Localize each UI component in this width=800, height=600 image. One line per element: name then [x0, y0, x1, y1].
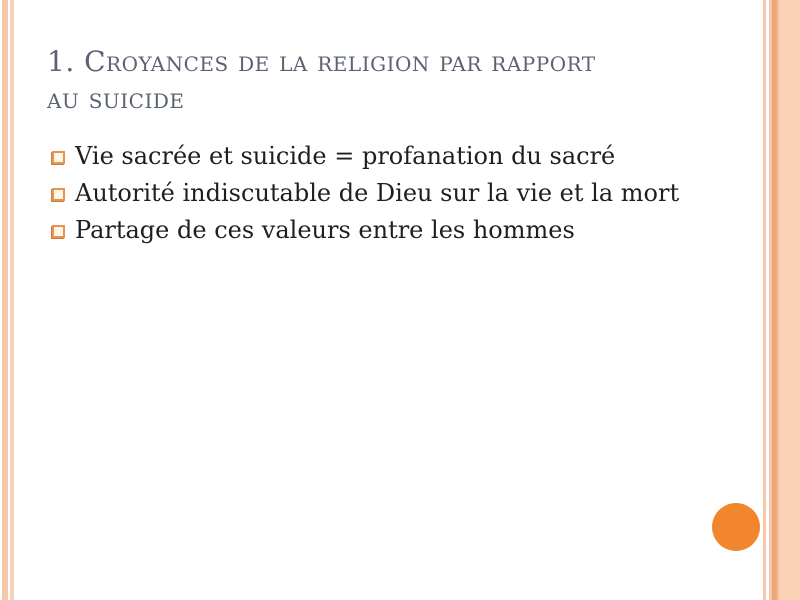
slide-title: 1. Croyances de la religion par rapport au suicide: [47, 45, 596, 115]
bullet-text: Partage de ces valeurs entre les hommes: [75, 215, 575, 244]
left-edge-stripes: [0, 0, 16, 600]
accent-circle: [712, 503, 760, 551]
bullet-text: Vie sacrée et suicide = profanation du sacré: [75, 141, 616, 170]
list-item: [52, 141, 752, 170]
slide-content: [47, 44, 752, 255]
bullet-list: [47, 141, 752, 244]
square-bullet-icon: [52, 188, 65, 201]
bullet-text: Autorité indiscutable de Dieu sur la vie et la mort: [75, 178, 680, 207]
square-bullet-icon: [52, 151, 65, 164]
square-bullet-icon: [52, 225, 65, 238]
right-edge-stripes: [760, 0, 800, 600]
list-item: [52, 178, 752, 207]
list-item: [52, 215, 752, 244]
